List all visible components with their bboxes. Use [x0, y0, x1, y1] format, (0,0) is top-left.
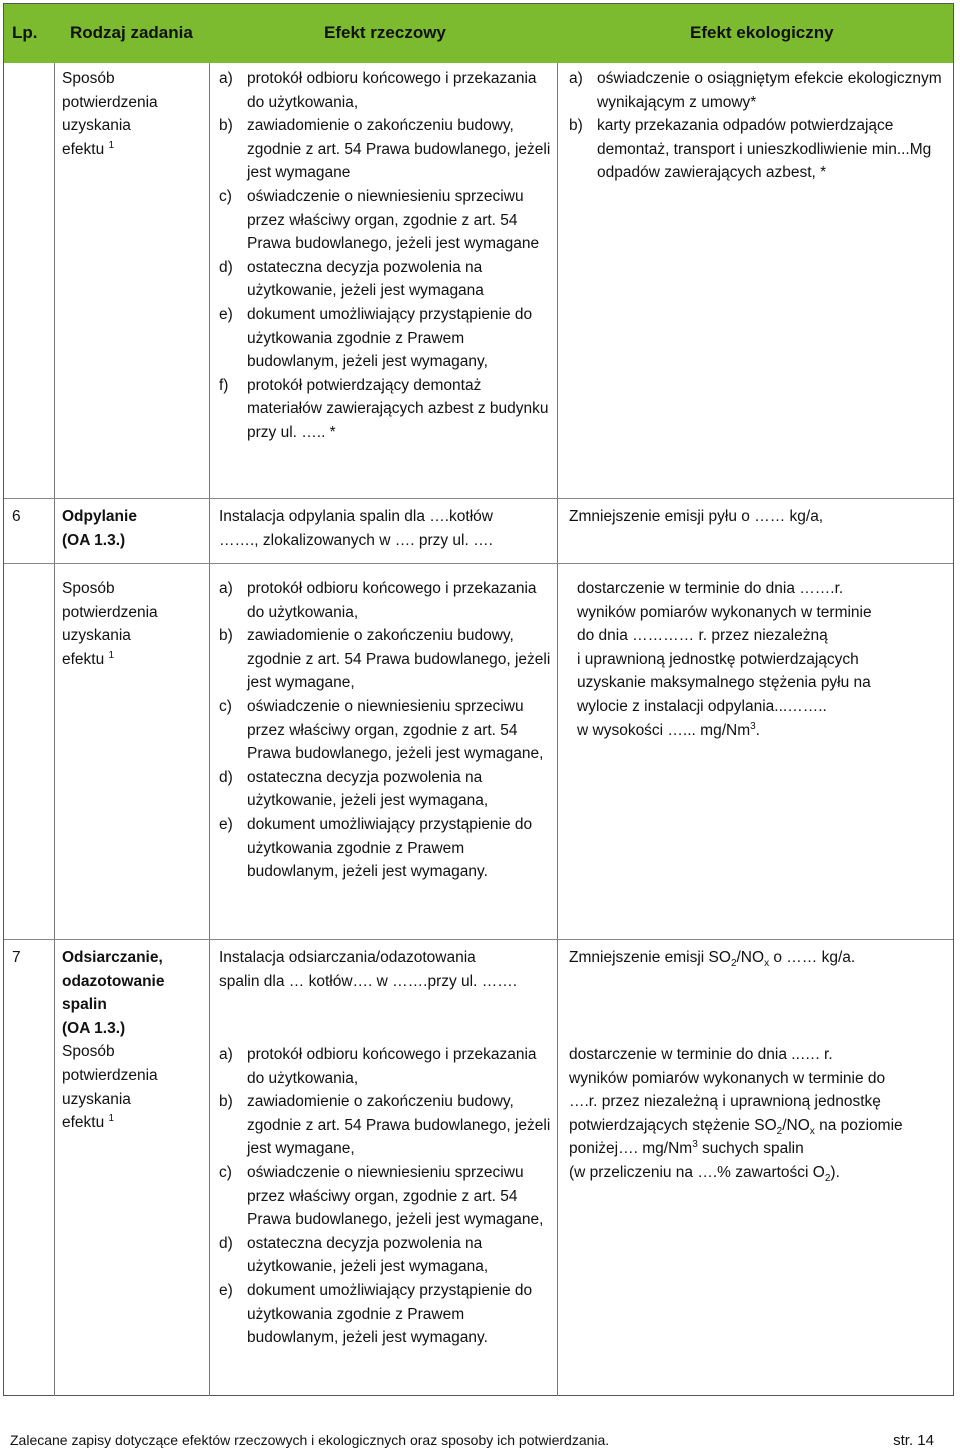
- list-item-text: ostateczna decyzja pozwolenia na użytkowanie, jeżeli jest wymagana,: [247, 1234, 489, 1276]
- list-item: [219, 67, 551, 114]
- list-item: [219, 114, 551, 185]
- row7-rzeczowy: Instalacja odsiarczania/odazotowania spalin dla … kotłów…. w …….przy ul. …….: [219, 949, 518, 990]
- list-item-text: oświadczenie o niewniesieniu sprzeciwu przez właściwy organ, zgodnie z art. 54 Prawa budowlanego, jeżeli jest wymagane,: [247, 697, 544, 763]
- rzeczowy-list-2: [219, 577, 551, 884]
- eko-line: do dnia ………… r. przez niezależną: [577, 627, 828, 645]
- list-item-text: oświadczenie o osiągniętym efekcie ekologicznym wynikającym z umowy*: [597, 70, 942, 111]
- list-item-text: dokument umożliwiający przystąpienie do użytkowania zgodnie z Prawem budowlanym, jeżeli jest wymagany.: [247, 1281, 533, 1347]
- list-item: [219, 374, 551, 445]
- eko-line: i uprawnioną jednostkę potwierdzających: [577, 650, 859, 668]
- ekologiczny-list-1: [569, 67, 949, 185]
- page-footer: Zalecane zapisy dotyczące efektów rzeczowych i ekologicznych oraz sposoby ich potwierdzania.: [10, 1432, 610, 1448]
- list-item: [219, 303, 551, 374]
- row7-number: 7: [12, 949, 21, 966]
- list-item-text: oświadczenie o niewniesieniu sprzeciwu przez właściwy organ, zgodnie z art. 54 Prawa budowlanego, jeżeli jest wymagane: [247, 187, 540, 253]
- rzeczowy-list-3: [219, 1043, 551, 1350]
- list-item-marker: e): [219, 815, 233, 833]
- list-item-marker: b): [219, 117, 233, 135]
- list-item-marker: a): [569, 70, 583, 87]
- sposob-cell-1: Sposób potwierdzenia uzyskania efektu $^1$: [62, 70, 158, 158]
- list-item-marker: f): [219, 376, 229, 394]
- ekologiczny-block-2: [577, 577, 947, 742]
- row-divider-3: [4, 939, 953, 940]
- list-item-marker: d): [219, 258, 233, 276]
- list-item-marker: c): [219, 187, 232, 205]
- list-item: [219, 1043, 551, 1090]
- list-item-text: zawiadomienie o zakończeniu budowy, zgodnie z art. 54 Prawa budowlanego, jeżeli jest wymagane,: [247, 1093, 551, 1158]
- effects-table: [3, 3, 954, 1396]
- eko-line: wyników pomiarów wykonanych w terminie: [577, 603, 872, 621]
- list-item-marker: e): [219, 1281, 233, 1299]
- list-item-text: protokół odbioru końcowego i przekazania do użytkowania,: [247, 580, 537, 621]
- col-divider-1: [54, 63, 55, 1396]
- list-item-text: ostateczna decyzja pozwolenia na użytkowanie, jeżeli jest wymagana,: [247, 768, 489, 810]
- list-item-text: protokół odbioru końcowego i przekazania do użytkowania,: [247, 1046, 537, 1087]
- list-item: [219, 1090, 551, 1161]
- col-divider-3: [557, 63, 558, 1396]
- header-rodzaj-zadania: Rodzaj zadania: [70, 23, 193, 42]
- eko-line: wylocie z instalacji odpylania...……..: [577, 697, 827, 715]
- row-divider-1: [4, 498, 953, 499]
- list-item: [219, 624, 551, 695]
- list-item: [219, 813, 551, 884]
- table-header: [4, 4, 953, 63]
- list-item: [219, 1161, 551, 1232]
- list-item-text: dokument umożliwiający przystąpienie do użytkowania zgodnie z Prawem budowlanym, jeżeli jest wymagany,: [247, 305, 533, 371]
- list-item-text: zawiadomienie o zakończeniu budowy, zgodnie z art. 54 Prawa budowlanego, jeżeli jest wymagane,: [247, 627, 551, 692]
- list-item: [219, 256, 551, 303]
- eko-line: uzyskanie maksymalnego stężenia pyłu na: [577, 674, 871, 692]
- list-item-text: karty przekazania odpadów potwierdzające demontaż, transport i unieszkodliwienie min...Mg odpadów zawierających azbest, *: [597, 117, 932, 182]
- list-item-marker: b): [219, 627, 233, 645]
- list-item: [219, 185, 551, 256]
- col-divider-2: [209, 63, 210, 1396]
- list-item-marker: b): [219, 1093, 233, 1111]
- list-item-marker: a): [219, 1046, 233, 1063]
- list-item: [569, 114, 949, 185]
- row6-rzeczowy: Instalacja odpylania spalin dla ….kotłów ……., zlokalizowanych w …. przy ul. ….: [219, 508, 493, 549]
- list-item-marker: c): [219, 1163, 232, 1181]
- list-item: [219, 1279, 551, 1350]
- ekologiczny-block-3: dostarczenie w terminie do dnia ..…. r. wyników pomiarów wykonanych w terminie do ….r. przez niezależną i uprawnioną jednostkę potwierdzających stężenie $SO_2/NO_x$ na poziomie poniżej…. mg/Nm$^3$ suchych spalin (w przeliczeniu na ….% zawartości $O_2$).: [569, 1046, 903, 1185]
- rzeczowy-list-1: [219, 67, 551, 445]
- list-item: [219, 695, 551, 766]
- eko-line: w wysokości …... mg/Nm$^3$.: [577, 720, 760, 739]
- list-item-text: zawiadomienie o zakończeniu budowy, zgodnie z art. 54 Prawa budowlanego, jeżeli jest wymagane: [247, 117, 551, 182]
- list-item-marker: a): [219, 580, 233, 597]
- list-item-marker: b): [569, 117, 583, 135]
- list-item: [569, 67, 949, 114]
- row-divider-2: [4, 563, 953, 564]
- list-item-text: protokół odbioru końcowego i przekazania do użytkowania,: [247, 70, 537, 111]
- list-item-text: dokument umożliwiający przystąpienie do użytkowania zgodnie z Prawem budowlanym, jeżeli jest wymagany.: [247, 815, 533, 881]
- eko-line: dostarczenie w terminie do dnia …….r.: [577, 580, 844, 597]
- list-item-marker: d): [219, 1234, 233, 1252]
- row7-name: Odsiarczanie, odazotowanie spalin (OA 1.3.) Sposób potwierdzenia uzyskania efektu $^1$: [62, 949, 165, 1132]
- list-item: [219, 577, 551, 624]
- row6-ekologiczny: Zmniejszenie emisji pyłu o …… kg/a,: [569, 508, 824, 525]
- list-item-text: ostateczna decyzja pozwolenia na użytkowanie, jeżeli jest wymagana: [247, 258, 484, 300]
- row7-ekologiczny: Zmniejszenie emisji $SO_2/NO_x$ o …… kg/a.: [569, 949, 856, 970]
- list-item-marker: c): [219, 697, 232, 715]
- sposob-cell-2: Sposób potwierdzenia uzyskania efektu $^1$: [62, 580, 158, 668]
- list-item-marker: d): [219, 768, 233, 786]
- header-efekt-rzeczowy: Efekt rzeczowy: [324, 23, 446, 42]
- list-item-text: oświadczenie o niewniesieniu sprzeciwu przez właściwy organ, zgodnie z art. 54 Prawa budowlanego, jeżeli jest wymagane,: [247, 1163, 544, 1229]
- list-item-text: protokół potwierdzający demontaż materiałów zawierających azbest z budynku przy ul. ….. *: [247, 376, 549, 441]
- row6-name: Odpylanie (OA 1.3.): [62, 508, 137, 549]
- header-lp: Lp.: [12, 23, 38, 42]
- list-item: [219, 1232, 551, 1279]
- row6-number: 6: [12, 508, 21, 525]
- page-number: str. 14: [893, 1432, 934, 1449]
- list-item-marker: e): [219, 305, 233, 323]
- list-item: [219, 766, 551, 813]
- header-efekt-ekologiczny: Efekt ekologiczny: [690, 23, 834, 42]
- list-item-marker: a): [219, 70, 233, 87]
